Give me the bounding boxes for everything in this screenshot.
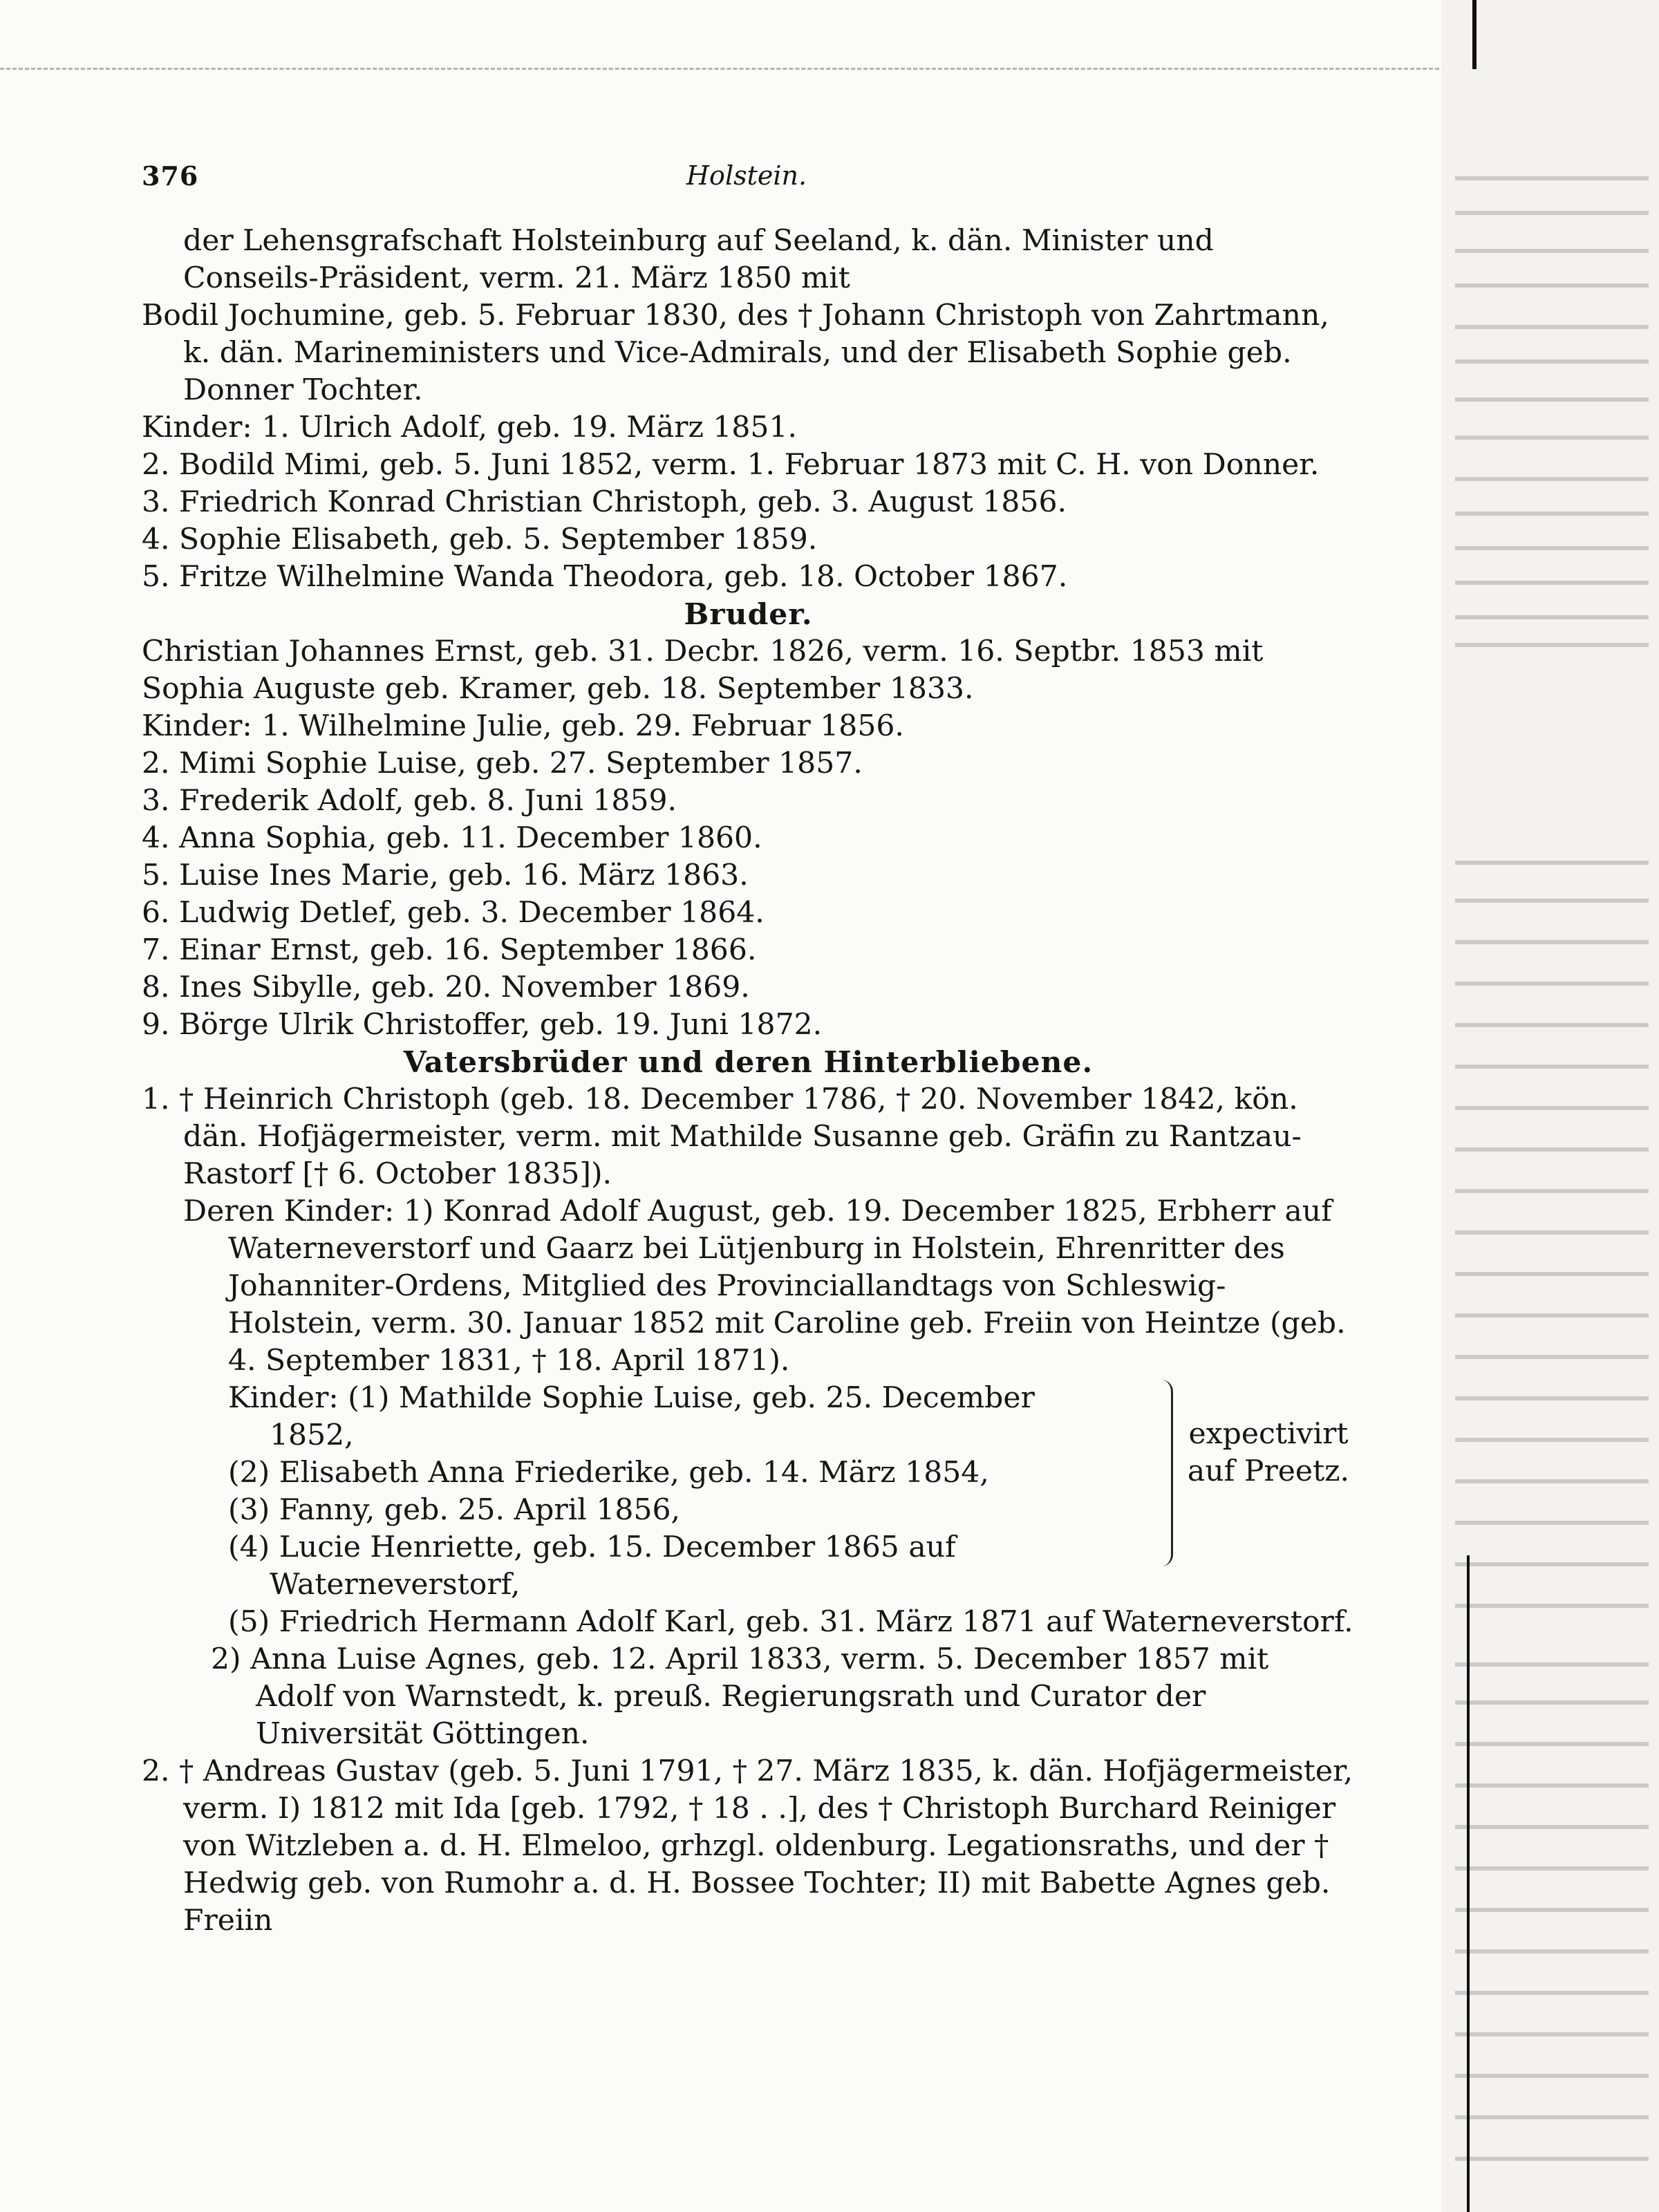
list-item: Kinder: (1) Mathilde Sophie Luise, geb. 25. December 1852, (228, 1381, 1035, 1452)
list-item: 4. Sophie Elisabeth, geb. 5. September 1859. (142, 523, 818, 556)
list-item: 9. Börge Ulrik Christoffer, geb. 19. Juni 1872. (142, 1008, 823, 1042)
text-line: Bodil Jochumine, geb. 5. Februar 1830, des † Johann Christoph von Zahrtmann, k. dän. Marineministers und Vice-Admirals, und der Elisabeth Sophie geb. Donner Tochter. (142, 299, 1329, 407)
adjacent-page-edge (1441, 0, 1659, 2212)
top-scan-rule (0, 68, 1452, 70)
list-item: 2. Bodild Mimi, geb. 5. Juni 1852, verm. 1. Februar 1873 mit C. H. von Donner. (142, 448, 1320, 482)
list-item: 5. Fritze Wilhelmine Wanda Theodora, geb. 18. October 1867. (142, 560, 1068, 594)
edge-mark (1467, 1555, 1470, 2212)
brace-note: expectivirt auf Preetz. (1187, 1417, 1350, 1488)
curly-brace (1161, 1380, 1173, 1566)
page-number: 376 (142, 160, 199, 191)
list-item: 3. Friedrich Konrad Christian Christoph, geb. 3. August 1856. (142, 485, 1067, 519)
text-line: Deren Kinder: 1) Konrad Adolf August, geb. 19. December 1825, Erbherr auf Waterneverstorf und Gaarz bei Lütjenburg in Holstein, Ehrenritter des Johanniter-Ordens, Mitglied des Provinciallandtags von Schleswig-Holstein, verm. 30. Januar 1852 mit Caroline geb. Freiin von Heintze (geb. 4. September 1831, † 18. April 1871). (183, 1194, 1346, 1378)
running-title: Holstein. (686, 160, 807, 191)
text-line: Christian Johannes Ernst, geb. 31. Decbr. 1826, verm. 16. Septbr. 1853 mit (142, 635, 1264, 668)
list-item: (3) Fanny, geb. 25. April 1856, (228, 1493, 681, 1527)
list-item: 2. Mimi Sophie Luise, geb. 27. September 1857. (142, 747, 863, 780)
bracketed-children-group (142, 1380, 1355, 1604)
list-item: 5. Luise Ines Marie, geb. 16. März 1863. (142, 859, 749, 892)
list-item: 6. Ludwig Detlef, geb. 3. December 1864. (142, 896, 765, 930)
list-item: (2) Elisabeth Anna Friederike, geb. 14. März 1854, (228, 1456, 989, 1490)
page-header (142, 160, 1351, 202)
list-item: (4) Lucie Henriette, geb. 15. December 1865 auf Waterneverstorf, (228, 1530, 956, 1602)
text-line: Sophia Auguste geb. Kramer, geb. 18. September 1833. (142, 672, 974, 706)
list-item: (5) Friedrich Hermann Adolf Karl, geb. 31. März 1871 auf Waterneverstorf. (228, 1605, 1353, 1639)
section-heading: Bruder. (684, 597, 813, 632)
edge-mark (1472, 0, 1477, 69)
page-body (142, 223, 1355, 1940)
list-item: 7. Einar Ernst, geb. 16. September 1866. (142, 933, 757, 967)
list-item: 8. Ines Sibylle, geb. 20. November 1869. (142, 971, 750, 1004)
list-item: 1. † Heinrich Christoph (geb. 18. December 1786, † 20. November 1842, kön. dän. Hofjägermeister, verm. mit Mathilde Susanne geb. Gräfin zu Rantzau-Rastorf [† 6. October 1835]). (142, 1082, 1302, 1191)
children-line: Kinder: 1. Ulrich Adolf, geb. 19. März 1851. (142, 411, 798, 444)
list-item: 4. Anna Sophia, geb. 11. December 1860. (142, 821, 762, 855)
section-heading: Vatersbrüder und deren Hinterbliebene. (403, 1045, 1094, 1080)
text-line: der Lehensgrafschaft Holsteinburg auf Seeland, k. dän. Minister und Conseils-Präsident, verm. 21. März 1850 mit (183, 224, 1214, 295)
list-item: 3. Frederik Adolf, geb. 8. Juni 1859. (142, 784, 677, 818)
children-line: Kinder: 1. Wilhelmine Julie, geb. 29. Februar 1856. (142, 709, 904, 743)
list-item: 2. † Andreas Gustav (geb. 5. Juni 1791, † 27. März 1835, k. dän. Hofjägermeister, verm. I) 1812 mit Ida [geb. 1792, † 18 . .], des † Christoph Burchard Reiniger von Witzleben a. d. H. Elmeloo, grhzgl. oldenburg. Legationsraths, und der † Hedwig geb. von Rumohr a. d. H. Bossee Tochter; II) mit Babette Agnes geb. Freiin (142, 1754, 1353, 1938)
list-item: 2) Anna Luise Agnes, geb. 12. April 1833, verm. 5. December 1857 mit Adolf von Warnstedt, k. preuß. Regierungsrath und Curator der Universität Göttingen. (211, 1642, 1269, 1751)
